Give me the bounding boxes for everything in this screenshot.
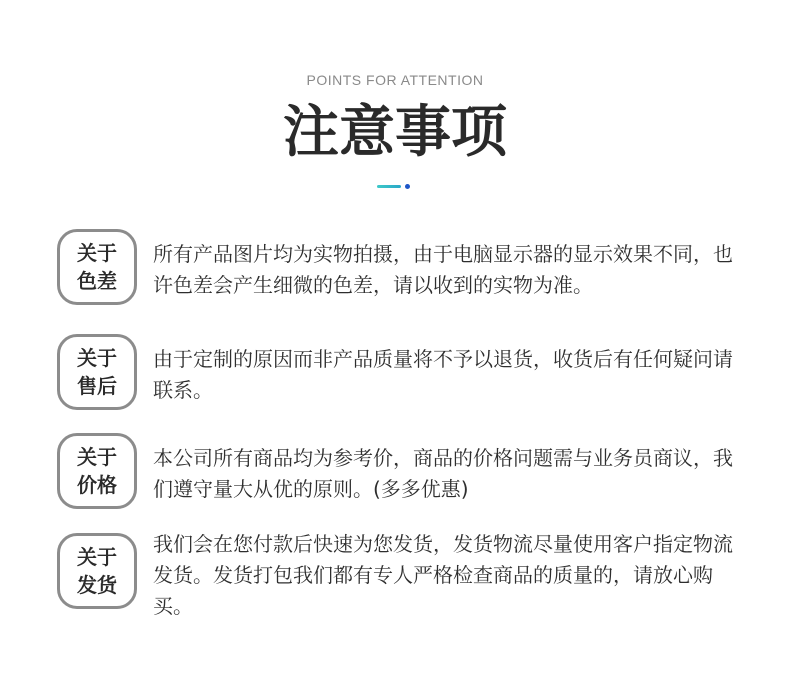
notice-badge xyxy=(57,533,137,609)
notice-badge xyxy=(57,433,137,509)
divider-dot xyxy=(405,184,410,189)
notice-text: 我们会在您付款后快速为您发货，发货物流尽量使用客户指定物流发货。发货打包我们都有专人严格检查商品的质量的，请放心购买。 xyxy=(153,532,733,618)
notice-text: 所有产品图片均为实物拍摄，由于电脑显示器的显示效果不同，也许色差会产生细微的色差，请以收到的实物为准。 xyxy=(153,242,733,297)
badge-line-2: 发货 xyxy=(77,573,117,597)
badge-line-1: 关于 xyxy=(77,346,117,370)
notice-text: 本公司所有商品均为参考价，商品的价格问题需与业务员商议，我们遵守量大从优的原则。(多多优惠) xyxy=(153,446,733,501)
page-subtitle: POINTS FOR ATTENTION xyxy=(306,72,484,88)
badge-line-2: 价格 xyxy=(77,473,117,497)
notice-badge xyxy=(57,334,137,410)
page-title: 注意事项 xyxy=(283,100,507,165)
divider-bar xyxy=(377,185,401,188)
badge-line-2: 售后 xyxy=(77,374,117,398)
notice-badge xyxy=(57,229,137,305)
badge-line-1: 关于 xyxy=(77,445,117,469)
badge-line-1: 关于 xyxy=(77,241,117,265)
badge-line-2: 色差 xyxy=(77,269,117,293)
notice-text: 由于定制的原因而非产品质量将不予以退货，收货后有任何疑问请联系。 xyxy=(153,347,733,402)
title-divider xyxy=(377,183,410,189)
badge-line-1: 关于 xyxy=(77,545,117,569)
